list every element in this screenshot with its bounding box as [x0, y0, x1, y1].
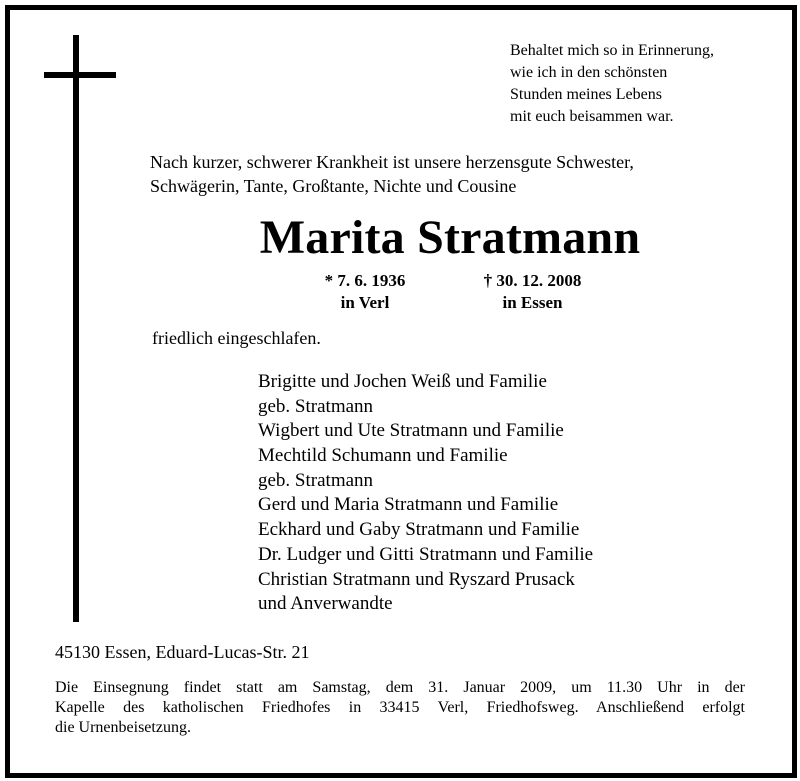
mourners-list — [258, 370, 593, 617]
mourner-line: Gerd und Maria Stratmann und Familie — [258, 494, 559, 516]
mourner-line: und Anverwandte — [258, 593, 393, 615]
cross-icon — [73, 35, 79, 622]
mourner-line: Brigitte und Jochen Weiß und Familie — [258, 371, 547, 392]
notice-line: Kapelle des katholischen Friedhofes in 33415 Verl, Friedhofsweg. Anschließend erfolgt — [55, 699, 745, 716]
motto-verse — [510, 40, 714, 128]
mourner-line: geb. Stratmann — [258, 469, 374, 491]
mourner-line: Christian Stratmann und Ryszard Prusack — [258, 568, 575, 590]
intro-line: Schwägerin, Tante, Großtante, Nichte und Cousine — [150, 176, 517, 196]
funeral-notice — [55, 678, 745, 738]
birth-place: in Verl — [340, 293, 390, 312]
cross-icon-bar — [44, 72, 116, 78]
death-place: in Essen — [502, 293, 563, 312]
intro-line: Nach kurzer, schwerer Krankheit ist unsere herzensgute Schwester, — [150, 152, 634, 172]
outro-text: friedlich eingeschlafen. — [152, 328, 321, 348]
mourner-line: geb. Stratmann — [258, 395, 374, 417]
mourner-line: Wigbert und Ute Stratmann und Familie — [258, 420, 564, 442]
birth-date: * 7. 6. 1936 — [324, 271, 406, 290]
deceased-name: Marita Stratmann — [259, 211, 641, 264]
mourner-line: Dr. Ludger und Gitti Stratmann und Familie — [258, 543, 594, 565]
mourner-line: Mechtild Schumann und Familie — [258, 445, 508, 467]
notice-line: Die Einsegnung findet statt am Samstag, dem 31. Januar 2009, um 11.30 Uhr in der — [55, 679, 745, 696]
motto-line: Stunden meines Lebens — [510, 86, 662, 103]
motto-line: Behaltet mich so in Erinnerung, — [510, 42, 714, 59]
motto-line: mit euch beisammen war. — [510, 108, 674, 125]
death-date: † 30. 12. 2008 — [483, 271, 582, 290]
address: 45130 Essen, Eduard-Lucas-Str. 21 — [55, 642, 310, 662]
motto-line: wie ich in den schönsten — [510, 64, 668, 81]
birth-info — [300, 270, 430, 314]
mourner-line: Eckhard und Gaby Stratmann und Familie — [258, 519, 580, 541]
intro-text — [150, 150, 634, 198]
notice-line: die Urnenbeisetzung. — [55, 719, 191, 736]
death-info — [460, 270, 605, 314]
